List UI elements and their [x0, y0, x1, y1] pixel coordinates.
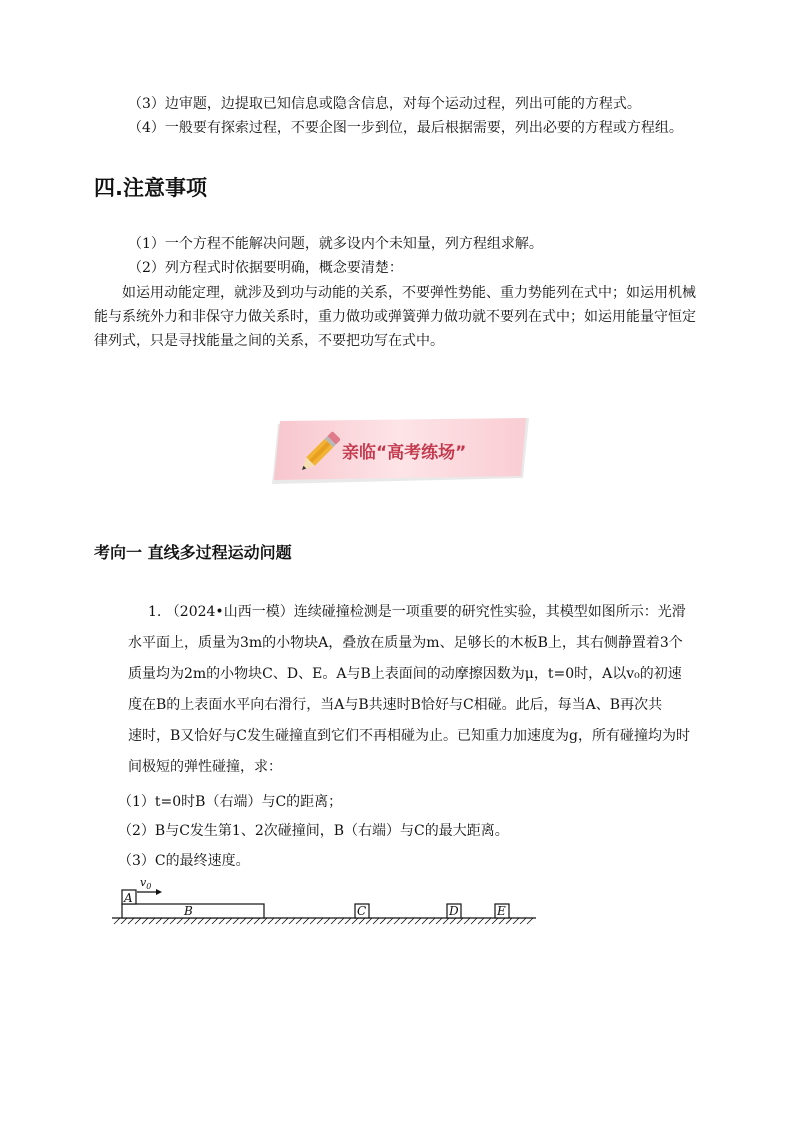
question-sub-3: （3）C的最终速度。 — [118, 853, 250, 869]
velocity-arrowhead — [156, 889, 162, 895]
question-line-6: 间极短的弹性碰撞，求： — [128, 759, 282, 775]
label-D: D — [449, 904, 459, 918]
notes-paragraph-line-2: 能与系统外力和非保守力做关系时，重力做功或弹簧弹力做功就不要列在式中；如运用能量守恒定 — [94, 309, 696, 325]
method-item-4: （4）一般要有探索过程，不要企图一步到位，最后根据需要，列出必要的方程或方程组。 — [128, 120, 683, 136]
label-E: E — [497, 904, 506, 918]
label-B: B — [184, 904, 193, 918]
question-line-4: 度在B的上表面水平向右滑行，当A与B共速时B恰好与C相碰。此后，每当A、B再次共 — [128, 697, 663, 713]
velocity-subscript: 0 — [146, 882, 152, 892]
question-line-3: 质量均为2m的小物块C、D、E。A与B上表面间的动摩擦因数为μ，t=0时，A以v₀的初速 — [128, 666, 682, 682]
diagram-svg — [112, 874, 540, 926]
pencil-icon — [298, 430, 340, 476]
notes-item-2: （2）列方程式时依据要明确，概念要清楚： — [128, 260, 403, 276]
question-sub-1: （1）t=0时B（右端）与C的距离； — [118, 794, 343, 810]
board-B — [122, 904, 264, 918]
notes-item-1: （1）一个方程不能解决问题，就多设内个未知量，列方程组求解。 — [128, 236, 543, 252]
notes-heading: 四.注意事项 — [94, 176, 207, 200]
ground-hatching — [114, 918, 533, 924]
banner-text: 亲临“高考练场” — [342, 443, 467, 463]
question-line-1: 1. （2024•山西一模）连续碰撞检测是一项重要的研究性实验，其模型如图所示：光滑 — [148, 604, 686, 620]
notes-paragraph-line-1: 如运用动能定理，就涉及到功与动能的关系，不要弹性势能、重力势能列在式中；如运用机械 — [122, 285, 696, 301]
question-line-2: 水平面上，质量为3m的小物块A，叠放在质量为m、足够长的木板B上，其右侧静置着3个 — [128, 635, 683, 651]
label-C: C — [357, 904, 367, 918]
method-item-3: （3）边审题，边提取已知信息或隐含信息，对每个运动过程，列出可能的方程式。 — [128, 96, 641, 112]
notes-paragraph-line-3: 律列式，只是寻找能量之间的关系，不要把功写在式中。 — [94, 333, 444, 349]
section-heading: 考向一 直线多过程运动问题 — [94, 543, 292, 562]
label-A: A — [124, 891, 133, 905]
velocity-symbol: v — [140, 876, 147, 889]
velocity-label — [140, 876, 151, 891]
question-sub-2: （2）B与C发生第1、2次碰撞间，B（右端）与C的最大距离。 — [118, 823, 509, 839]
question-line-5: 速时，B又恰好与C发生碰撞直到它们不再相碰为止。已知重力加速度为g，所有碰撞均为时 — [128, 728, 690, 744]
practice-banner — [272, 418, 529, 484]
collision-diagram — [112, 874, 540, 926]
